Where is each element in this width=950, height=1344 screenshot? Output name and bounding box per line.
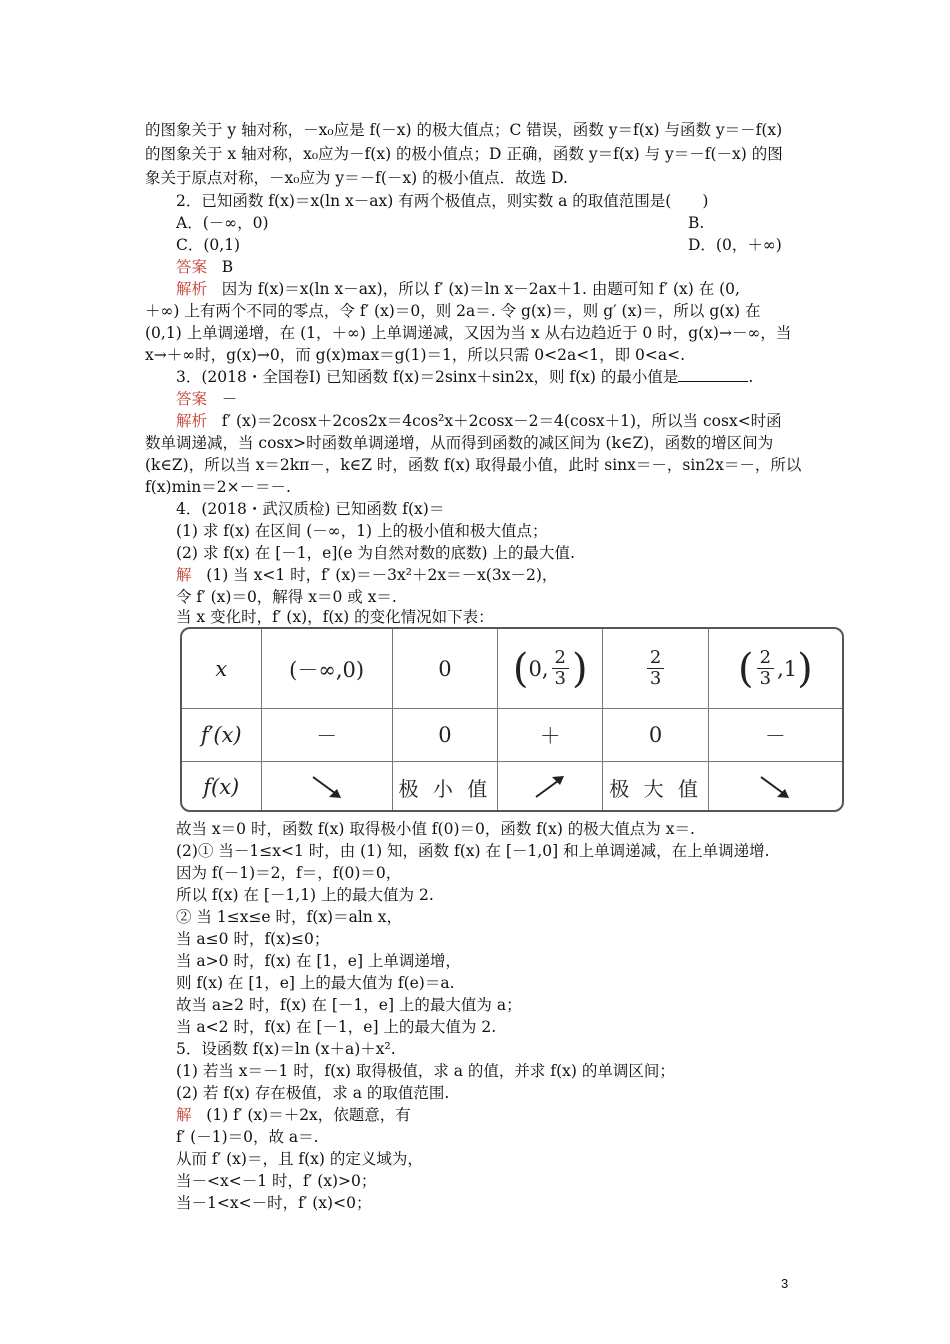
table-cell: － [764, 724, 786, 748]
table-cell [709, 629, 842, 708]
q2-analysis-line [176, 278, 740, 300]
table-cell: 0 [393, 629, 498, 708]
table-cell: x [182, 629, 262, 708]
table-cell: (－∞,0) [262, 629, 393, 708]
solution-tag: 解 [176, 1106, 192, 1124]
answer-value: B [221, 258, 234, 276]
text-line: 的图象关于 y 轴对称，－x₀应是 f(－x) 的极大值点；C 错误，函数 y＝f(x) 与函数 y＝－f(x) [145, 121, 783, 139]
answer-tag: 答案 [176, 390, 208, 408]
analysis-text: 因为 f(x)＝x(ln x－ax)，所以 f′ (x)＝ln x－2ax＋1. 由题可知 f′ (x) 在 (0, [221, 280, 740, 298]
text-line: f′ (－1)＝0，故 a＝. [176, 1128, 319, 1146]
solution-text: (1) 当 x<1 时，f′ (x)＝－3x²＋2x＝－x(3x－2)， [206, 566, 558, 584]
solution-text: (1) f′ (x)＝＋2x，依题意，有 [206, 1106, 411, 1124]
question-5-stem: 5．设函数 f(x)＝ln (x＋a)＋x². [176, 1040, 396, 1058]
table-cell: － [262, 709, 393, 761]
text-line: 令 f′ (x)＝0，解得 x＝0 或 x＝. [176, 588, 397, 606]
interval-end: ,1 [777, 656, 798, 681]
variation-table [180, 627, 844, 812]
paren-icon: ) [797, 645, 813, 692]
text-line: 则 f(x) 在 [1，e] 上的最大值为 f(e)＝a. [176, 974, 455, 992]
arrow-down-right-icon [755, 772, 795, 802]
analysis-tag: 解析 [176, 412, 208, 430]
analysis-text: f′ (x)＝2cosx＋2cos2x＝4cos²x＋2cosx－2＝4(cosx＋1)，所以当 cosx<时函 [221, 412, 782, 430]
table-cell [498, 762, 603, 812]
text-line: 当 x 变化时，f′ (x)，f(x) 的变化情况如下表： [176, 608, 494, 626]
text-line: 当－<x<－1 时，f′ (x)>0； [176, 1172, 377, 1190]
q2-option-d: D．(0，＋∞) [688, 236, 782, 254]
text-line: 因为 f(－1)＝2，f＝，f(0)＝0， [176, 864, 402, 882]
q4-solution-line [176, 564, 557, 586]
q3-answer [176, 388, 237, 410]
q2-answer [176, 256, 233, 278]
q4-part-2: (2) 求 f(x) 在 [－1，e](e 为自然对数的底数) 上的最大值. [176, 544, 575, 562]
denominator: 3 [759, 668, 772, 689]
answer-tag: 答案 [176, 258, 208, 276]
question-4-stem: 4．(2018・武汉质检) 已知函数 f(x)＝ [176, 500, 445, 518]
text-line: ② 当 1≤x≤e 时，f(x)＝aln x， [176, 908, 402, 926]
answer-blank [678, 367, 748, 382]
paren-icon: ( [738, 645, 754, 692]
table-cell: f(x) [182, 762, 262, 812]
solution-tag: 解 [176, 566, 192, 584]
text-line: 从而 f′ (x)＝，且 f(x) 的定义域为， [176, 1150, 423, 1168]
text-line: 的图象关于 x 轴对称，x₀应为－f(x) 的极小值点；D 正确，函数 y＝f(x) 与 y＝－f(－x) 的图 [145, 145, 783, 163]
denominator: 3 [554, 668, 566, 689]
fraction [757, 648, 774, 689]
table-cell [498, 629, 603, 708]
table-cell [603, 629, 708, 708]
text-line: f(x)min＝2×－＝－. [145, 478, 291, 496]
q5-part-1: (1) 若当 x＝－1 时，f(x) 取得极值，求 a 的值，并求 f(x) 的单调区间； [176, 1062, 675, 1080]
q2-option-b: B. [688, 214, 705, 232]
text-line: 当 a<2 时，f(x) 在 [－1，e] 上的最大值为 2. [176, 1018, 497, 1036]
numerator: 2 [552, 648, 569, 669]
table-cell: 0 [393, 709, 498, 761]
table-cell: f′(x) [182, 709, 262, 761]
question-3-stem [176, 366, 753, 388]
text-line: 当－1<x<－时，f′ (x)<0； [176, 1194, 372, 1212]
text-line: 当 a≤0 时，f(x)≤0； [176, 930, 330, 948]
interval-start: 0, [528, 656, 549, 681]
page-number: 3 [781, 1276, 789, 1291]
q3-stem-end: . [748, 368, 754, 386]
text-line: 象关于原点对称，－x₀应为 y＝－f(－x) 的极小值点．故选 D. [145, 169, 568, 187]
table-row [182, 762, 842, 812]
table-cell [262, 762, 393, 812]
text-line: 故当 x＝0 时，函数 f(x) 取得极小值 f(0)＝0，函数 f(x) 的极大值点为 x＝. [176, 820, 695, 838]
table-cell: ＋ [498, 709, 603, 761]
text-line: 数单调递减，当 cosx>时函数单调递增，从而得到函数的减区间为 (k∈Z)，函数的增区间为 [145, 434, 774, 452]
fraction [552, 648, 569, 689]
numerator: 2 [757, 648, 774, 669]
answer-value: － [221, 390, 238, 408]
table-cell: 极 小 值 [393, 762, 498, 812]
table-cell: 极 大 值 [603, 762, 708, 812]
analysis-tag: 解析 [176, 280, 208, 298]
text-line: 故当 a≥2 时，f(x) 在 [－1，e] 上的最大值为 a； [176, 996, 522, 1014]
arrow-down-right-icon [307, 772, 347, 802]
q2-options-row1 [176, 212, 705, 234]
text-line: ＋∞) 上有两个不同的零点，令 f′ (x)＝0，则 2a＝. 令 g(x)＝，则 g′ (x)＝，所以 g(x) 在 [145, 302, 761, 320]
q5-part-2: (2) 若 f(x) 存在极值，求 a 的取值范围. [176, 1084, 450, 1102]
table-cell [709, 762, 842, 812]
q2-option-a: A．(－∞，0) [176, 214, 269, 232]
table-row [182, 629, 842, 709]
paren-icon: ( [512, 645, 529, 692]
text-line: (0,1) 上单调递增，在 (1，＋∞) 上单调递减，又因为当 x 从右边趋近于 0 时，g(x)→－∞，当 [145, 324, 792, 342]
text-line: x→＋∞时，g(x)→0，而 g(x)max＝g(1)＝1，所以只需 0<2a<1，即 0<a<. [145, 346, 686, 364]
denominator: 3 [649, 668, 662, 689]
text-line: (2)① 当－1≤x<1 时，由 (1) 知，函数 f(x) 在 [－1,0] 和上单调递减，在上单调递增. [176, 842, 770, 860]
paren-icon: ) [572, 645, 588, 692]
numerator: 2 [647, 648, 664, 669]
table-cell: 0 [603, 709, 708, 761]
q3-stem-text: 3．(2018・全国卷Ⅰ) 已知函数 f(x)＝2sinx＋sin2x，则 f(x) 的最小值是 [176, 368, 679, 386]
q5-solution-line [176, 1104, 411, 1126]
table-row [182, 709, 842, 762]
q2-options-row2 [176, 234, 782, 256]
q2-option-c: C．(0,1) [176, 236, 241, 254]
q4-part-1: (1) 求 f(x) 在区间 (－∞，1) 上的极小值和极大值点； [176, 522, 548, 540]
q3-analysis-line [176, 410, 782, 432]
question-2-stem: 2．已知函数 f(x)＝x(ln x－ax) 有两个极值点，则实数 a 的取值范围是( ) [176, 192, 709, 210]
text-line: (k∈Z)，所以当 x＝2kπ－，k∈Z 时，函数 f(x) 取得最小值，此时 sinx＝－，sin2x＝－，所以 [145, 456, 802, 474]
fraction [647, 648, 664, 689]
arrow-up-right-icon [530, 772, 570, 802]
text-line: 当 a>0 时，f(x) 在 [1，e] 上单调递增， [176, 952, 461, 970]
text-line: 所以 f(x) 在 [－1,1) 上的最大值为 2. [176, 886, 434, 904]
